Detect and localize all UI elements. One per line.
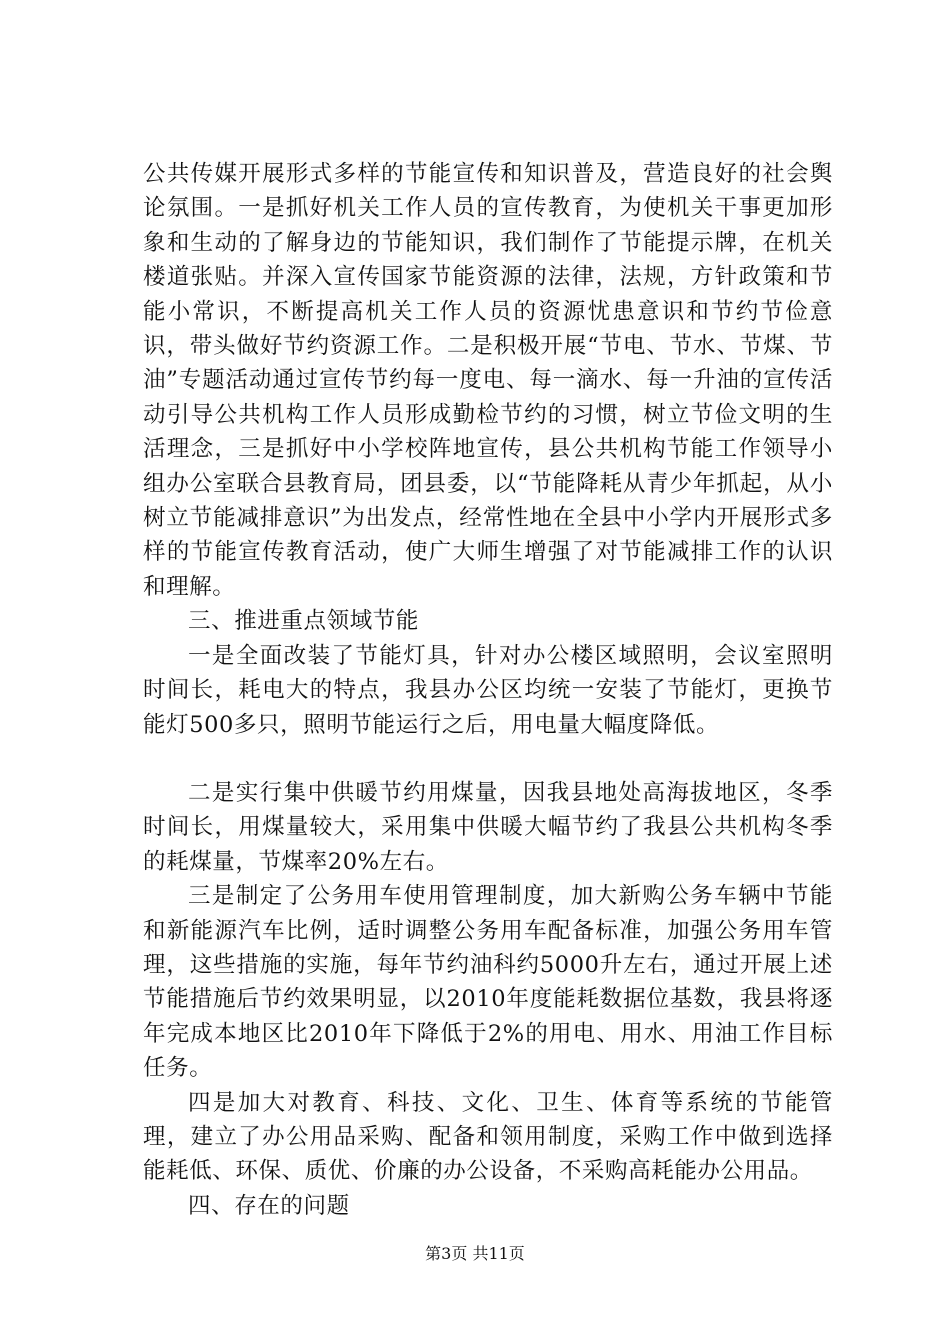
section-heading-key-areas: 三、推进重点领域节能 xyxy=(188,608,420,635)
section-heading-problems: 四、存在的问题 xyxy=(188,1192,350,1219)
paragraph-vehicles: 三是制定了公务用车使用管理制度，加大新购公务车辆中节能和新能源汽车比例，适时调整公务用车配备标准，加强公务用车管理，这些措施的实施，每年节约油科约5000升左右，通过开展上述节能措施后节约效果明显，以2010年度能耗数据位基数，我县将逐年完成本地区比2010年下降低于2%的用电、用水、用油工作目标任务。 xyxy=(143,883,833,1082)
paragraph-heating: 二是实行集中供暖节约用煤量，因我县地处高海拔地区，冬季时间长，用煤量较大，采用集中供暖大幅节约了我县公共机构冬季的耗煤量，节煤率20%左右。 xyxy=(143,779,833,875)
paragraph-publicity: 公共传媒开展形式多样的节能宣传和知识普及，营造良好的社会舆论氛围。一是抓好机关工作人员的宣传教育，为使机关干事更加形象和生动的了解身边的节能知识，我们制作了节能提示牌，在机关楼道张贴。并深入宣传国家节能资源的法律，法规，方针政策和节能小常识，不断提高机关工作人员的资源忧患意识和节约节俭意识，带头做好节约资源工作。二是积极开展“节电、节水、节煤、节油”专题活动通过宣传节约每一度电、每一滴水、每一升油的宣传活动引导公共机构工作人员形成勤检节约的习惯，树立节俭文明的生活理念，三是抓好中小学校阵地宣传，县公共机构节能工作领导小组办公室联合县教育局，团县委，以“节能降耗从青少年抓起，从小树立节能减排意识”为出发点，经常性地在全县中小学内开展形式多样的节能宣传教育活动，使广大师生增强了对节能减排工作的认识和理解。 xyxy=(143,161,833,600)
paragraph-procurement: 四是加大对教育、科技、文化、卫生、体育等系统的节能管理，建立了办公用品采购、配备和领用制度，采购工作中做到选择能耗低、环保、质优、价廉的办公设备，不采购高耗能办公用品。 xyxy=(143,1089,833,1185)
page-number-footer: 第3页 共11页 xyxy=(425,1244,525,1263)
paragraph-lighting: 一是全面改装了节能灯具，针对办公楼区域照明，会议室照明时间长，耗电大的特点，我县办公区均统一安装了节能灯，更换节能灯500多只，照明节能运行之后，用电量大幅度降低。 xyxy=(143,642,833,738)
document-body xyxy=(143,157,833,1223)
